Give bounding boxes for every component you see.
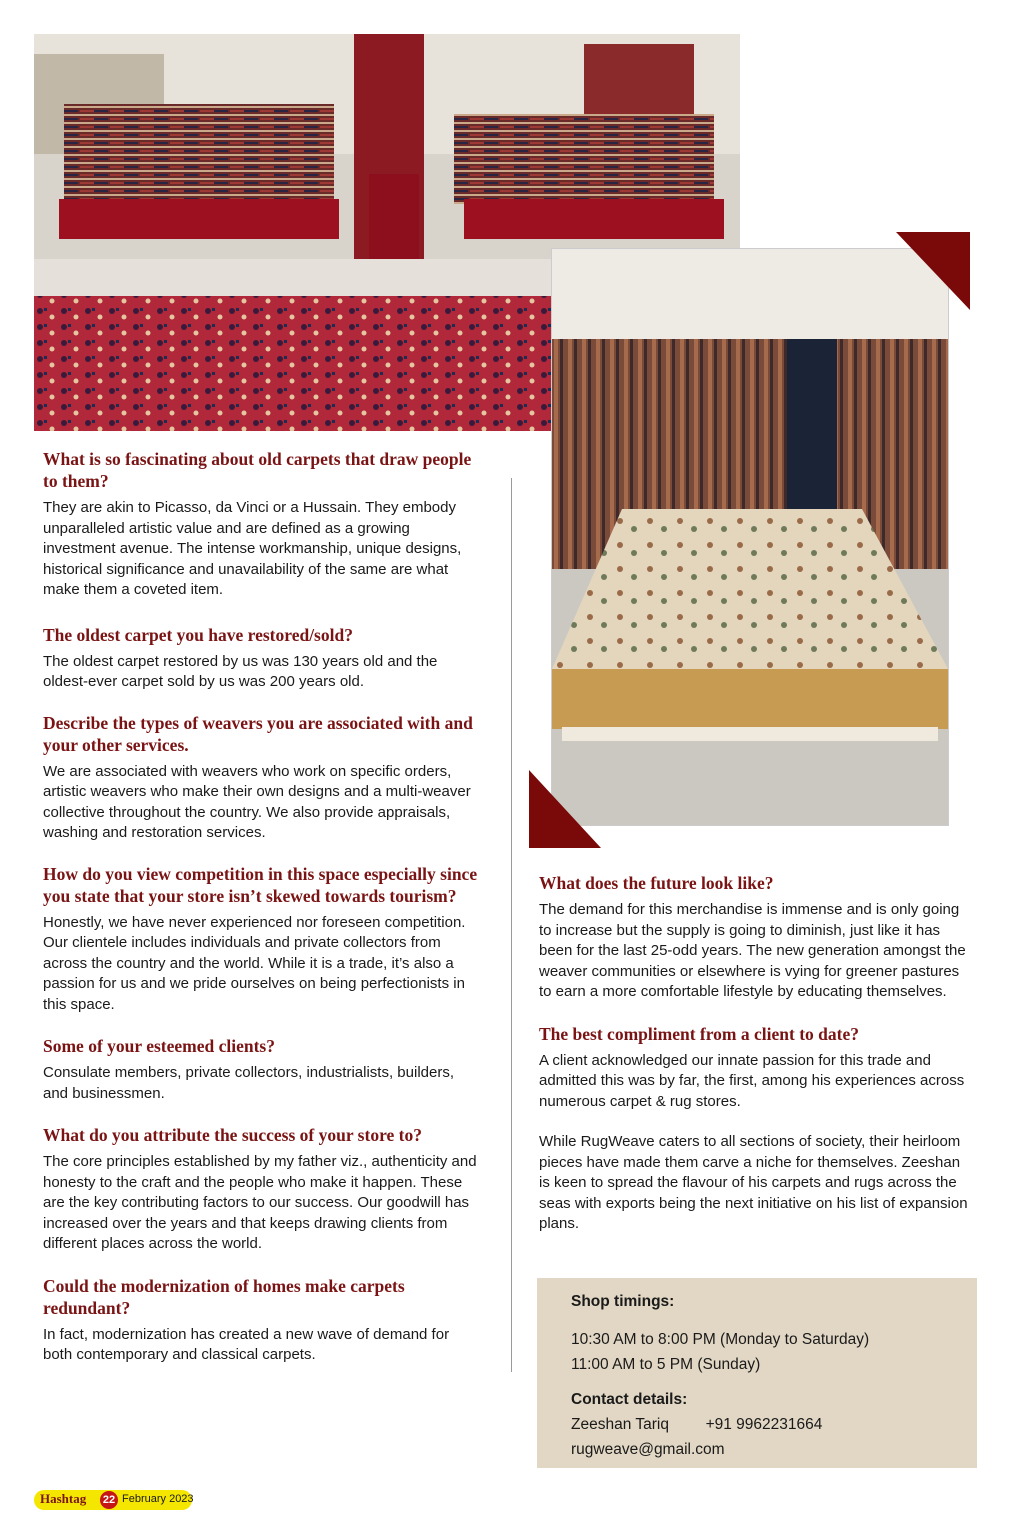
answer-text: The oldest carpet restored by us was 130 years old and the oldest-ever carpet sold by us was 200 years old. bbox=[43, 652, 438, 690]
timing-weekday: 10:30 AM to 8:00 PM (Monday to Saturday) bbox=[571, 1331, 870, 1348]
qa-item bbox=[43, 448, 478, 601]
question-heading: The oldest carpet you have restored/sold? bbox=[43, 624, 353, 645]
contact-email[interactable]: rugweave@gmail.com bbox=[571, 1441, 725, 1458]
page-footer bbox=[34, 1490, 194, 1510]
corner-accent-bottom-left bbox=[529, 770, 601, 848]
answer-text: A client acknowledged our innate passion for this trade and admitted this was by far, the first, among his experiences across numerous carpet & rug stores. bbox=[539, 1051, 965, 1110]
qa-item bbox=[43, 1035, 478, 1104]
answer-text: The core principles established by my father viz., authenticity and honesty to the craft and the people who make it happen. These are the key contributing factors to our success. Our goodwill has increased over the years and that keeps drawing clients from different places across the world. bbox=[43, 1153, 477, 1252]
qa-item bbox=[43, 624, 478, 693]
question-heading: Could the modernization of homes make carpets redundant? bbox=[43, 1275, 405, 1318]
qa-item bbox=[43, 1124, 478, 1255]
rug-room-photo bbox=[551, 248, 949, 826]
answer-text: Honestly, we have never experienced nor foreseen competition. Our clientele includes individuals and private collectors from across the country and the world. While it is a trade, it’s also a passion for us and we pride ourselves on being perfectionists in this space. bbox=[43, 913, 466, 1013]
timing-sunday: 11:00 AM to 5 PM (Sunday) bbox=[571, 1356, 761, 1373]
question-heading: How do you view competition in this space especially since you state that your store isn’t skewed towards tourism? bbox=[43, 863, 478, 906]
answer-text: The demand for this merchandise is immense and is only going to increase but the supply is going to diminish, just like it has been for the last 25-odd years. The new generation amongst the weaver communities or elsewhere is vying for greener pastures to earn a more comfortable lifestyle by educating themselves. bbox=[539, 901, 966, 1000]
question-heading: What do you attribute the success of your store to? bbox=[43, 1125, 422, 1145]
right-column bbox=[539, 872, 973, 1235]
qa-item bbox=[43, 712, 478, 844]
page-number: 22 bbox=[100, 1491, 118, 1509]
answer-text: They are akin to Picasso, da Vinci or a Hussain. They embody unparalleled artistic value and are defined as a growing investment avenue. The intense workmanship, unique designs, historical significance and unavailability of the same are what make them a coveted item. bbox=[43, 499, 462, 598]
question-heading: Some of your esteemed clients? bbox=[43, 1036, 275, 1056]
contact-line bbox=[571, 1415, 869, 1435]
qa-item bbox=[539, 872, 973, 1003]
column-divider bbox=[511, 478, 512, 1372]
question-heading: What does the future look like? bbox=[539, 873, 774, 893]
question-heading: The best compliment from a client to date? bbox=[539, 1023, 859, 1044]
answer-text: Consulate members, private collectors, industrialists, builders, and businessmen. bbox=[43, 1064, 454, 1102]
qa-item bbox=[539, 1023, 973, 1113]
shop-info-box bbox=[537, 1278, 977, 1468]
timings-heading: Shop timings: bbox=[571, 1293, 675, 1310]
question-heading: What is so fascinating about old carpets that draw people to them? bbox=[43, 449, 472, 491]
question-heading: Describe the types of weavers you are associated with and your other services. bbox=[43, 712, 473, 755]
contact-phone: +91 9962231664 bbox=[705, 1416, 823, 1433]
answer-text: We are associated with weavers who work on specific orders, artistic weavers who make their own designs and a multi-weaver collective throughout the country. We also provide appraisals, washing and restoration services. bbox=[43, 762, 471, 841]
issue-date: February 2023 bbox=[122, 1493, 194, 1505]
corner-accent-top-right bbox=[896, 232, 970, 310]
contact-heading: Contact details: bbox=[571, 1391, 688, 1408]
qa-item bbox=[43, 1275, 478, 1366]
magazine-logo: Hashtag bbox=[40, 1491, 87, 1506]
qa-item bbox=[43, 863, 478, 1016]
contact-name: Zeeshan Tariq bbox=[571, 1416, 669, 1433]
closing-paragraph: While RugWeave caters to all sections of society, their heirloom pieces have made them carve a niche for themselves. Zeeshan is keen to spread the flavour of his carpets and rugs across the seas with exports being the next initiative on his list of expansion plans. bbox=[539, 1133, 968, 1232]
left-column bbox=[43, 448, 478, 1366]
answer-text: In fact, modernization has created a new wave of demand for both contemporary and classical carpets. bbox=[43, 1325, 450, 1363]
